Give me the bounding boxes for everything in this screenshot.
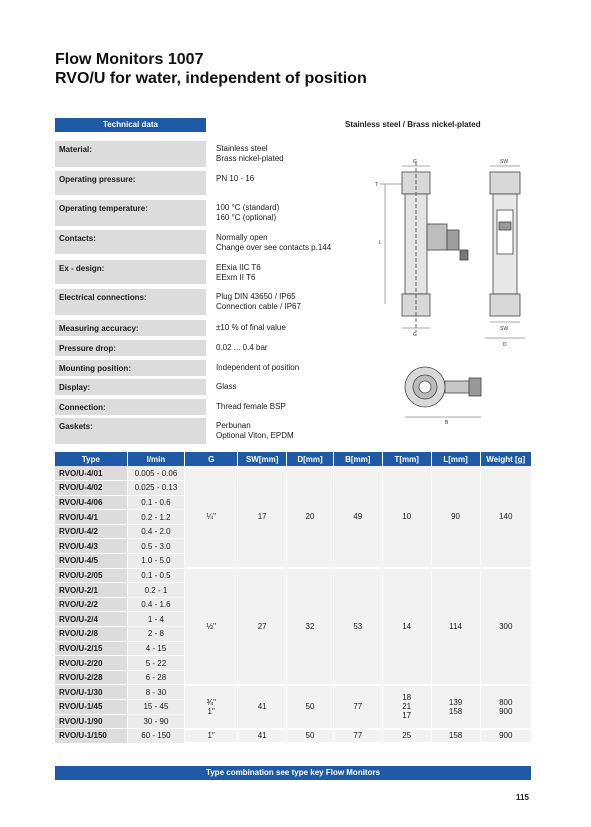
group-value-cell: 18 21 17 [382,685,431,729]
spec-value-line: EExm II T6 [216,273,256,282]
flow-range-cell: 0.1 - 0.6 [127,495,184,510]
title-line-2: RVO/U for water, independent of position [55,70,367,87]
table-row [55,466,531,481]
spec-label: Gaskets: [55,418,206,444]
spec-value-line: Connection cable / IP67 [216,302,301,311]
group-value-cell: 50 [287,685,334,729]
spec-value-line: Glass [216,382,237,391]
flow-range-cell: 4 - 15 [127,641,184,656]
column-header: Type [55,452,127,466]
spec-label: Operating pressure: [55,171,206,195]
type-cell: RVO/U-4/06 [55,495,127,510]
bottom-view [405,367,481,417]
group-value-cell: 14 [382,568,431,685]
type-cell: RVO/U-2/05 [55,568,127,583]
label-g-top: G [413,159,417,165]
label-d: D [503,342,507,348]
type-cell: RVO/U-4/3 [55,539,127,554]
group-value-cell: 41 [238,729,287,744]
spec-label: Contacts: [55,230,206,254]
column-header: Weight [g] [480,452,531,466]
label-sw-top: SW [500,159,509,165]
group-value-cell: 49 [333,466,382,568]
column-header: T[mm] [382,452,431,466]
table-row [55,685,531,700]
group-value-cell: ¼" [185,466,238,568]
type-cell: RVO/U-2/8 [55,627,127,642]
type-cell: RVO/U-2/15 [55,641,127,656]
spec-label: Pressure drop: [55,340,206,356]
flow-range-cell: 0.4 - 2.0 [127,524,184,539]
spec-value [216,360,299,373]
spec-label: Display: [55,379,206,395]
spec-label: Material: [55,141,206,167]
flow-range-cell: 6 - 28 [127,670,184,685]
type-cell: RVO/U-2/2 [55,597,127,612]
group-value-cell: ¾" 1" [185,685,238,729]
spec-value [216,141,284,164]
spec-label: Connection: [55,399,206,415]
table-row [55,568,531,583]
column-header: l/min [127,452,184,466]
spec-value-line: Change over see contacts p.144 [216,243,332,252]
group-value-cell: 300 [480,568,531,685]
spec-value-line: Optional Viton, EPDM [216,431,294,440]
spec-value [216,340,268,353]
spec-value-line: Plug DIN 43650 / IP65 [216,292,296,301]
group-value-cell: 27 [238,568,287,685]
group-value-cell: 158 [431,729,480,744]
spec-value-line: ±10 % of final value [216,323,286,332]
group-value-cell: 900 [480,729,531,744]
spec-value [216,200,279,223]
technical-drawing [345,132,535,452]
flow-range-cell: 0.2 - 1 [127,583,184,598]
spec-value [216,289,301,312]
type-cell: RVO/U-1/150 [55,729,127,744]
group-value-cell: 32 [287,568,334,685]
spec-value [216,418,294,441]
label-l: L [379,240,382,246]
spec-value [216,230,331,253]
type-cell: RVO/U-4/1 [55,510,127,525]
flow-range-cell: 0.5 - 3.0 [127,539,184,554]
product-table [55,452,531,744]
spec-value-line: 0.02 ... 0.4 bar [216,343,268,352]
group-value-cell: 800 900 [480,685,531,729]
group-value-cell: 139 158 [431,685,480,729]
spec-label: Electrical connections: [55,289,206,315]
type-cell: RVO/U-1/90 [55,714,127,729]
type-cell: RVO/U-2/28 [55,670,127,685]
flow-range-cell: 0.005 - 0.06 [127,466,184,481]
flow-range-cell: 1.0 - 5.0 [127,554,184,569]
label-sw-bottom: SW [500,326,509,332]
spec-value [216,320,286,333]
spec-label: Operating temperature: [55,200,206,226]
spec-value [216,171,254,184]
column-header: L[mm] [431,452,480,466]
label-t: T [375,182,379,188]
column-header: SW[mm] [238,452,287,466]
label-g-bottom: G [413,332,417,338]
type-cell: RVO/U-2/20 [55,656,127,671]
label-b: B [445,420,449,426]
type-cell: RVO/U-2/1 [55,583,127,598]
type-cell: RVO/U-4/01 [55,466,127,481]
group-value-cell: 10 [382,466,431,568]
flow-range-cell: 0.2 - 1.2 [127,510,184,525]
spec-value-line: Independent of position [216,363,300,372]
column-header: B[mm] [333,452,382,466]
group-value-cell: 20 [287,466,334,568]
group-value-cell: ½" [185,568,238,685]
flow-range-cell: 0.025 - 0.13 [127,481,184,496]
type-cell: RVO/U-1/45 [55,700,127,715]
side-view [402,162,468,332]
type-cell: RVO/U-1/30 [55,685,127,700]
group-value-cell: 77 [333,729,382,744]
spec-value-line: 160 °C (optional) [216,213,277,222]
group-value-cell: 140 [480,466,531,568]
spec-value-line: PN 10 - 16 [216,174,255,183]
flow-range-cell: 0.1 - 0.5 [127,568,184,583]
spec-value [216,260,261,283]
spec-value-line: Thread female BSP [216,402,286,411]
front-view [490,172,520,316]
flow-range-cell: 30 - 90 [127,714,184,729]
group-value-cell: 50 [287,729,334,744]
page-number: 115 [516,793,529,802]
spec-value [216,379,236,392]
spec-value-line: Perbunan [216,421,251,430]
page-title [55,50,367,88]
spec-value-line: Normally open [216,233,268,242]
group-value-cell: 41 [238,685,287,729]
spec-value [216,399,286,412]
diagram-title: Stainless steel / Brass nickel-plated [345,120,481,129]
flow-range-cell: 15 - 45 [127,700,184,715]
flow-range-cell: 8 - 30 [127,685,184,700]
footer-bar: Type combination see type key Flow Monitors [55,766,531,780]
spec-value-line: EExia IIC T6 [216,263,261,272]
spec-value-line: Brass nickel-plated [216,154,284,163]
flow-range-cell: 1 - 4 [127,612,184,627]
spec-label: Mounting position: [55,360,206,376]
group-value-cell: 53 [333,568,382,685]
group-value-cell: 90 [431,466,480,568]
group-value-cell: 25 [382,729,431,744]
technical-data-header: Technical data [55,118,206,132]
group-value-cell: 77 [333,685,382,729]
spec-label: Ex - design: [55,260,206,284]
type-cell: RVO/U-4/2 [55,524,127,539]
type-cell: RVO/U-4/5 [55,554,127,569]
type-cell: RVO/U-4/02 [55,481,127,496]
column-header: G [185,452,238,466]
group-value-cell: 17 [238,466,287,568]
title-line-1: Flow Monitors 1007 [55,51,204,68]
spec-value-line: Stainless steel [216,144,268,153]
spec-label: Measuring accuracy: [55,320,206,336]
group-value-cell: 1" [185,729,238,744]
flow-range-cell: 2 - 8 [127,627,184,642]
flow-range-cell: 0.4 - 1.6 [127,597,184,612]
flow-range-cell: 60 - 150 [127,729,184,744]
spec-value-line: 100 °C (standard) [216,203,280,212]
table-row [55,729,531,744]
column-header: D[mm] [287,452,334,466]
group-value-cell: 114 [431,568,480,685]
flow-range-cell: 5 - 22 [127,656,184,671]
type-cell: RVO/U-2/4 [55,612,127,627]
